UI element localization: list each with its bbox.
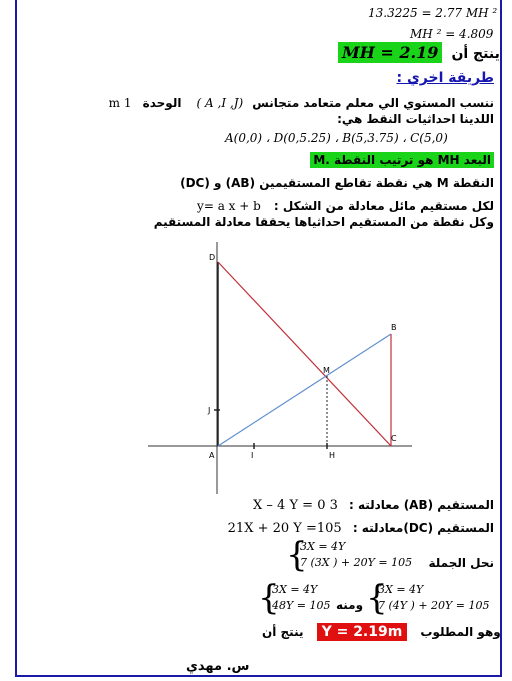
- distance-text: البعد MH هو ترتيب النقطة .M: [310, 152, 494, 168]
- segment-ab: [218, 334, 391, 446]
- unit-text: الوحدة: [142, 96, 182, 110]
- final-result: [262, 621, 501, 641]
- solve-label: نحل الجملة: [428, 556, 494, 570]
- frame-text: ننسب المستوي الي معلم متعامد متجانس: [252, 96, 494, 110]
- ab-equation-line: [253, 494, 494, 513]
- system-1-brace: {: [286, 535, 308, 575]
- frame-label: (A ,I ,J ): [196, 96, 244, 110]
- calc-line-2: MH ² = 4.809: [410, 27, 494, 41]
- system-2-left-brace: {: [258, 578, 280, 618]
- sys2-left-eq-a: 3X = 4Y: [272, 583, 318, 596]
- label-j: J: [208, 406, 211, 415]
- sys2-left-eq-b: 48Y = 105: [272, 599, 331, 612]
- label-a: A: [209, 451, 215, 460]
- line-form-eq: y= a x + b: [197, 199, 261, 213]
- dc-eq: 21X + 20 Y =105: [227, 521, 342, 536]
- unit-value: 1 m: [108, 96, 132, 110]
- label-b: B: [391, 323, 397, 332]
- author-signature: س. مهدي: [186, 659, 250, 674]
- sys2-right-eq-b: 7 (4Y ) + 20Y = 105: [378, 599, 490, 612]
- ab-label: المستقيم (AB) معادلته :: [348, 498, 494, 512]
- label-i: I: [251, 451, 254, 460]
- sys1-eq-b: 7 (3X ) + 20Y = 105: [300, 556, 413, 569]
- calc-line-1: 13.3225 = 2.77 MH ²: [368, 6, 498, 20]
- label-h: H: [329, 451, 336, 460]
- dc-equation-line: [228, 517, 494, 536]
- method2-heading: طريقة اخري :: [396, 70, 494, 86]
- and-label: ومنه: [336, 598, 364, 612]
- sys1-eq-a: 3X = 4Y: [300, 540, 346, 553]
- ab-eq: 3 X – 4 Y = 0: [253, 498, 338, 513]
- dc-label: المستقيم (DC)معادلته :: [352, 521, 494, 535]
- system-2-right-brace: {: [366, 578, 388, 618]
- every-point-text: وكل نقطة من المستقيم احداثياها يحققا معادلة المستقيم: [153, 215, 494, 229]
- line-form-text: لكل مستقيم مائل معادلة من الشكل :: [273, 199, 494, 213]
- mh-result-prefix: ينتج أن: [451, 46, 500, 62]
- mh-result-value: MH = 2.19: [338, 42, 442, 63]
- intersection-text: النقطة M هي نقطة تقاطع المستقيمين (AB) و (DC): [180, 176, 494, 190]
- label-m: M: [323, 366, 330, 375]
- label-c: C: [391, 434, 397, 443]
- final-value: Y = 2.19m: [317, 623, 408, 641]
- final-prefix: ينتج أن: [262, 625, 304, 639]
- coords-label: اللدينا احداثيات النقط هي:: [337, 112, 494, 126]
- final-suffix: وهو المطلوب: [420, 625, 501, 639]
- label-d: D: [209, 253, 216, 262]
- sys2-right-eq-a: 3X = 4Y: [378, 583, 424, 596]
- coords-list: A(0,0) ، D(0,5.25) ، B(5,3.75) ، C(5,0): [225, 131, 448, 145]
- segment-dc: [218, 262, 391, 446]
